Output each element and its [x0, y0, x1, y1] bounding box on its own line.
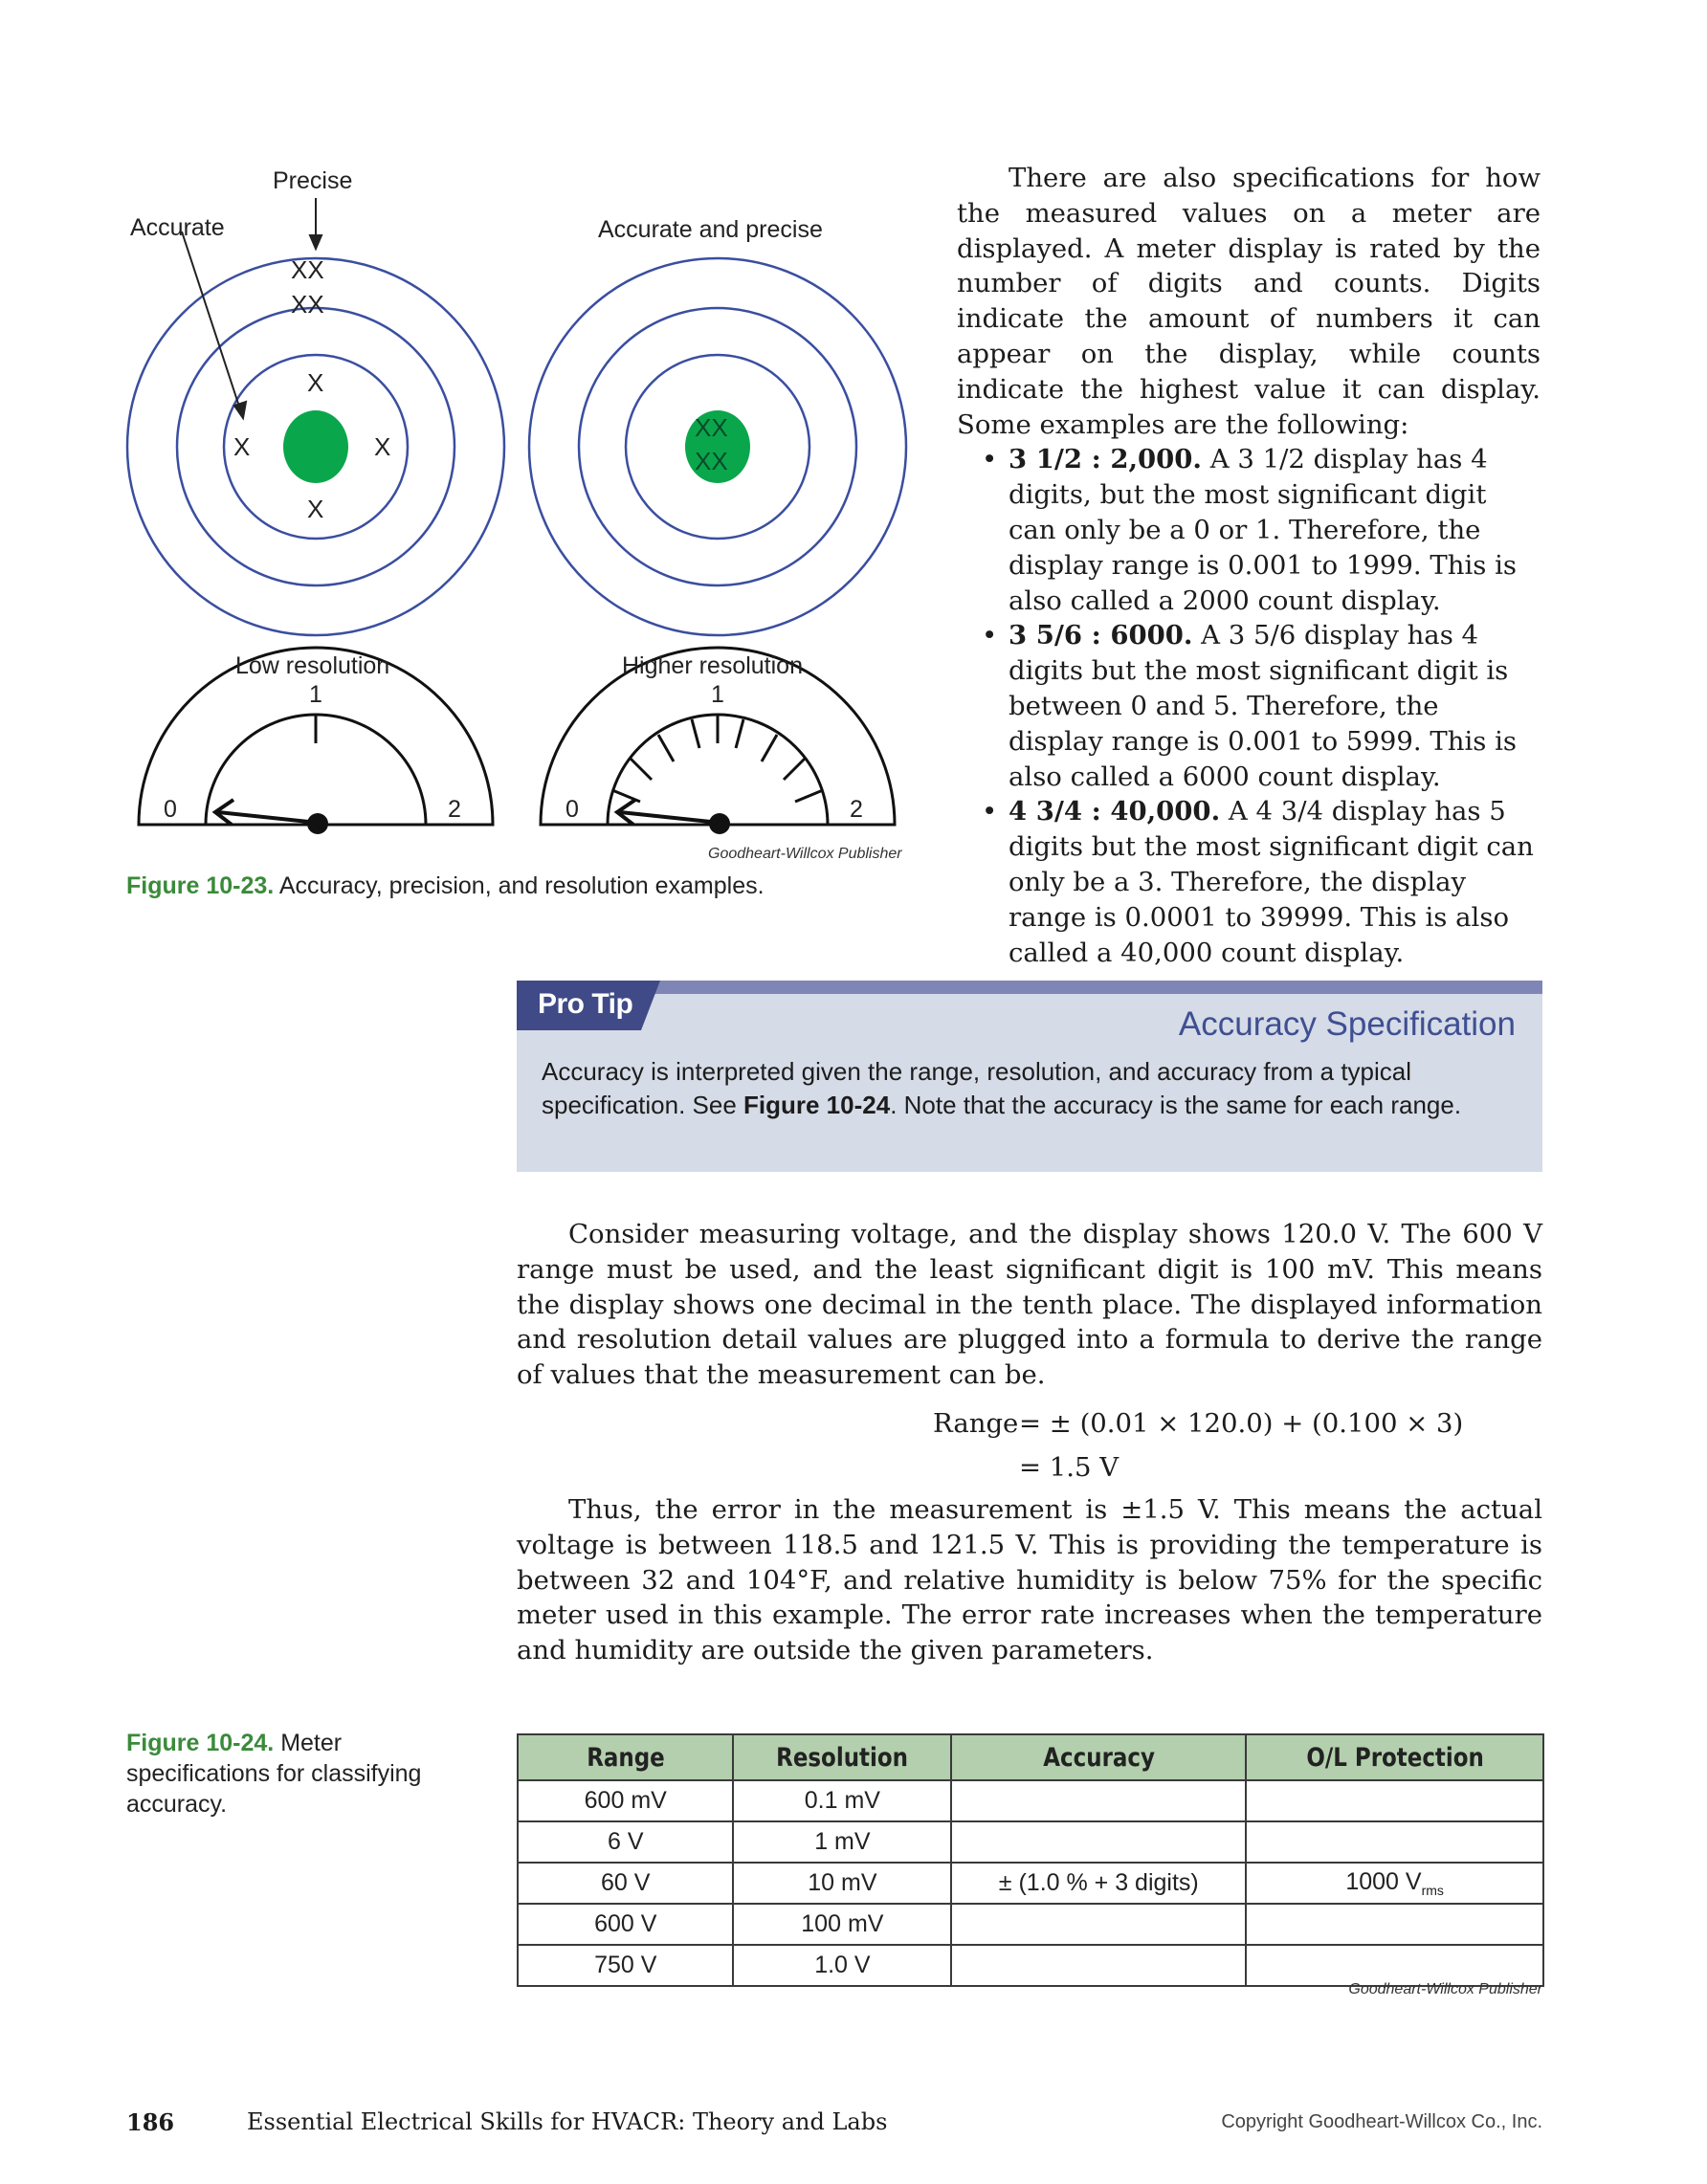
table-row [518, 1904, 1543, 1945]
copyright: Copyright Goodheart-Willcox Co., Inc. [1221, 2111, 1542, 2132]
cell-protection [1246, 1821, 1543, 1863]
figure-24-caption [126, 1728, 471, 1820]
formula-lhs: Range [933, 1408, 1019, 1439]
pro-tip-box [517, 981, 1542, 1172]
cell-accuracy [951, 1821, 1246, 1863]
page-number: 186 [126, 2108, 175, 2136]
pro-tip-figure-ref: Figure 10-24 [743, 1091, 891, 1119]
precise-arrow [310, 198, 321, 249]
cell-range: 750 V [518, 1945, 733, 1986]
gauge-higher-needle [617, 800, 730, 834]
bullet-text: A 3 1/2 display has 4 digits, but the most significant digit can only be a 0 or 1. Therefore, the display range is 0.001 to 1999. This is also called a 2000 count display. [1009, 444, 1517, 616]
bullet-text: A 4 3/4 display has 5 digits but the most significant digit can only be a 3. Therefore, the display range is 0.0001 to 39999. This is also called a 40,000 count display. [1009, 796, 1534, 968]
protection-value: 1000 V [1345, 1868, 1422, 1895]
gauge-low-tick-0: 0 [164, 796, 177, 823]
book-title: Essential Electrical Skills for HVACR: Theory and Labs [247, 2108, 888, 2135]
cell-resolution: 0.1 mV [733, 1780, 951, 1821]
figure-23-caption [126, 872, 765, 900]
label-accurate: Accurate [130, 214, 225, 241]
cell-resolution: 100 mV [733, 1904, 951, 1945]
pro-tip-body [542, 1055, 1508, 1122]
header-ol-protection: O/L Protection [1246, 1734, 1543, 1780]
label-higher-resolution: Higher resolution [622, 652, 803, 679]
bullet-heading: 4 3/4 : 40,000. [1009, 796, 1221, 827]
label-accurate-and-precise: Accurate and precise [598, 216, 823, 243]
cell-resolution: 10 mV [733, 1863, 951, 1904]
cell-accuracy: ± (1.0 % + 3 digits) [951, 1863, 1246, 1904]
header-resolution: Resolution [733, 1734, 951, 1780]
gauge-high-tick-2: 2 [850, 796, 863, 823]
figure-23-credit: Goodheart-Willcox Publisher [708, 846, 902, 862]
figure-24-credit: Goodheart-Willcox Publisher [1348, 1981, 1542, 1997]
display-spec-list [957, 442, 1541, 970]
gauge-low-needle [215, 800, 328, 834]
formula-line-1: = ± (0.01 × 120.0) + (0.100 × 3) [1019, 1408, 1464, 1439]
cell-accuracy [951, 1904, 1246, 1945]
protection-subscript: rms [1421, 1883, 1444, 1898]
cell-protection [1246, 1780, 1543, 1821]
figure-10-23-drawing [115, 153, 919, 918]
label-low-resolution: Low resolution [235, 652, 390, 679]
mark-xx-center-bottom: XX [695, 447, 728, 475]
cell-protection [1246, 1945, 1543, 1986]
cell-protection [1246, 1863, 1543, 1904]
mark-xx-second: XX [291, 290, 324, 319]
cell-range: 600 mV [518, 1780, 733, 1821]
cell-accuracy [951, 1780, 1246, 1821]
figure-24-number: Figure 10-24. [126, 1730, 275, 1756]
pro-tip-top-bar [517, 981, 1542, 994]
pro-tip-body-text: Accuracy is interpreted given the range, resolution, and accuracy from a typical specification. See [542, 1057, 1412, 1119]
list-item: • 3 5/6 : 6000. A 3 5/6 display has 4 digits but the most significant digit is between 0 and 5. Therefore, the display range is 0.001 to 5999. This is also called a 6000 count display. [982, 620, 1517, 792]
bullet-heading: 3 1/2 : 2,000. [1009, 444, 1203, 475]
paragraph-voltage-measurement: Consider measuring voltage, and the display shows 120.0 V. The 600 V range must be used, and the least significant digit is 100 mV. This means the display shows one decimal in the tenth place. The displayed information and resolution detail values are plugged into a formula to derive the range of values that the measurement can be. [517, 1219, 1542, 1391]
table-header-row [518, 1734, 1543, 1780]
table-row [518, 1821, 1543, 1863]
target-bullseye-left [283, 410, 348, 483]
table-row [518, 1945, 1543, 1986]
gauge-high-tick-0: 0 [565, 796, 579, 823]
figure-23-number: Figure 10-23. [126, 872, 275, 899]
right-column-text [957, 161, 1541, 970]
gauge-low-tick-1: 1 [309, 681, 322, 708]
accurate-arrow [182, 232, 246, 418]
formula-line-2: = 1.5 V [1019, 1452, 1120, 1483]
paragraph-error-explanation: Thus, the error in the measurement is ±1.5 V. This means the actual voltage is between 118.5 and 121.5 V. This is providing the temperature is between 32 and 104°F, and relative humidity is below 75% for the specific meter used in this example. The error rate increases when the temperature and humidity are outside the given parameters. [517, 1494, 1542, 1666]
gauge-high-tick-1: 1 [711, 681, 724, 708]
bullet-heading: 3 5/6 : 6000. [1009, 620, 1193, 651]
range-formula [933, 1401, 1464, 1489]
figure-24-caption-text: Meter specifications for classifying accuracy. [126, 1730, 422, 1818]
cell-resolution: 1.0 V [733, 1945, 951, 1986]
cell-accuracy [951, 1945, 1246, 1986]
list-item: • 3 1/2 : 2,000. A 3 1/2 display has 4 digits, but the most significant digit can only be a 0 or 1. Therefore, the display range is 0.001 to 1999. This is also called a 2000 count display. [982, 444, 1517, 616]
meter-spec-table [517, 1733, 1544, 1987]
label-precise: Precise [273, 167, 353, 194]
list-item: • 4 3/4 : 40,000. A 4 3/4 display has 5 digits but the most significant digit can only be a 3. Therefore, the display range is 0.0001 to 39999. This is also called a 40,000 count display. [982, 796, 1534, 968]
figure-23-caption-text: Accuracy, precision, and resolution examples. [278, 872, 765, 899]
table-row [518, 1780, 1543, 1821]
mark-x-left: X [233, 432, 251, 461]
figure-10-23 [115, 153, 919, 918]
display-spec-intro: There are also specifications for how the measured values on a meter are displayed. A meter display is rated by the number of digits and counts. Digits indicate the amount of numbers it can appear on the display, while counts indicate the highest value it can display. Some examples are the following: [957, 163, 1541, 440]
pro-tip-body-text-end: . Note that the accuracy is the same for each range. [890, 1091, 1462, 1119]
bullet-text: A 3 5/6 display has 4 digits but the most significant digit is between 0 and 5. Therefore, the display range is 0.001 to 5999. This is also called a 6000 count display. [1009, 620, 1517, 792]
mark-x-right: X [374, 432, 391, 461]
gauge-low-tick-2: 2 [448, 796, 461, 823]
cell-range: 600 V [518, 1904, 733, 1945]
mark-x-lower: X [307, 495, 324, 523]
mark-xx-top: XX [291, 255, 324, 284]
pro-tip-tag: Pro Tip [538, 988, 633, 1020]
cell-resolution: 1 mV [733, 1821, 951, 1863]
cell-range: 6 V [518, 1821, 733, 1863]
header-accuracy: Accuracy [951, 1734, 1246, 1780]
cell-range: 60 V [518, 1863, 733, 1904]
pro-tip-title: Accuracy Specification [1178, 1005, 1516, 1043]
mark-xx-center-top: XX [695, 413, 728, 442]
header-range: Range [518, 1734, 733, 1780]
mark-x-upper: X [307, 368, 324, 397]
cell-protection [1246, 1904, 1543, 1945]
table-row [518, 1863, 1543, 1904]
